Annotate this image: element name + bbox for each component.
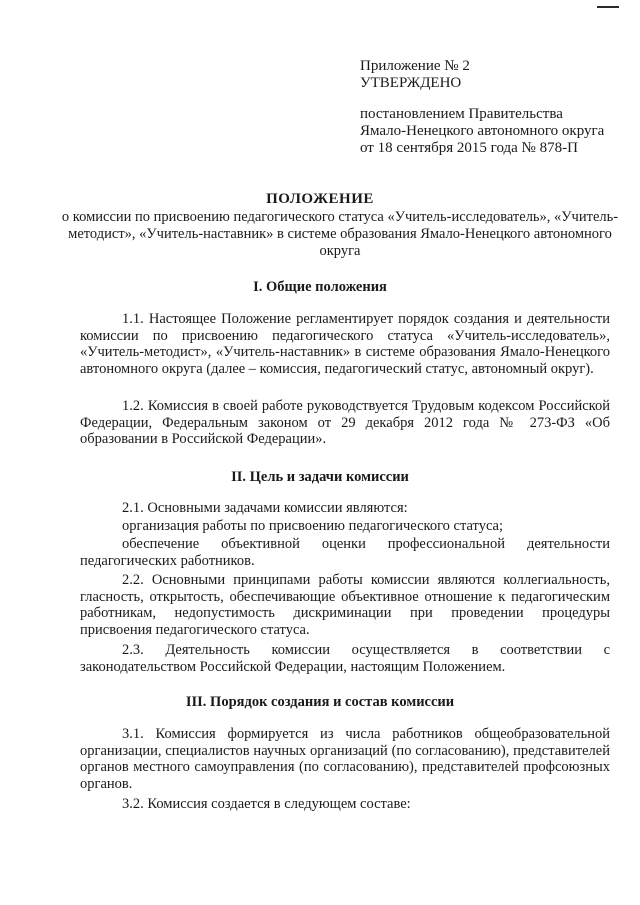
section-3-heading: III. Порядок создания и состав комиссии <box>185 694 455 710</box>
paragraph-3-1: 3.1. Комиссия формируется из числа работников общеобразовательной организации, специалистов научных организаций (по согласованию), представителей органов местного самоуправления (по согласованию), представителей профсоюзных органов. <box>80 726 610 792</box>
document-subtitle: о комиссии по присвоению педагогического статуса «Учитель-исследователь», «Учитель-методист», «Учитель-наставник» в системе образования Ямало-Ненецкого автономного округа <box>61 209 619 259</box>
paragraph-1-1: 1.1. Настоящее Положение регламентирует порядок создания и деятельности комиссии по присвоению педагогического статуса «Учитель-исследователь», «Учитель-методист», «Учитель-наставник» в системе образования Ямало-Ненецкого автономного округа (далее – комиссия, педагогический статус, автономный округ). <box>80 311 610 377</box>
approval-block <box>360 58 620 157</box>
section-1-heading: I. Общие положения <box>253 279 387 295</box>
approval-line-resolution: постановлением Правительства <box>360 106 563 122</box>
paragraph-3-2: 3.2. Комиссия создается в следующем составе: <box>122 796 411 812</box>
approval-line-region: Ямало-Ненецкого автономного округа <box>360 123 605 139</box>
paragraph-2-1-item-2: обеспечение объективной оценки профессиональной деятельности педагогических работников. <box>80 536 610 569</box>
approval-line-date: от 18 сентября 2015 года № 878-П <box>360 140 578 156</box>
appendix-number: Приложение № 2 <box>360 58 470 74</box>
paragraph-2-3: 2.3. Деятельность комиссии осуществляется в соответствии с законодательством Российской Федерации, настоящим Положением. <box>80 642 610 675</box>
approved-label: УТВЕРЖДЕНО <box>360 75 462 91</box>
section-2-heading: II. Цель и задачи комиссии <box>231 469 409 485</box>
paragraph-1-2: 1.2. Комиссия в своей работе руководствуется Трудовым кодексом Российской Федерации, Федеральным законом от 29 декабря 2012 года № 273-ФЗ «Об образовании в Российской Федерации». <box>80 398 610 448</box>
scan-mark <box>597 6 619 8</box>
paragraph-2-1-item-1: организация работы по присвоению педагогического статуса; <box>122 518 504 534</box>
paragraph-2-1: 2.1. Основными задачами комиссии являются: <box>122 500 408 516</box>
paragraph-2-2: 2.2. Основными принципами работы комиссии являются коллегиальность, гласность, открытость, обеспечивающие объективное отношение к педагогическим работникам, недопустимость дискриминации при проведении процедуры присвоения педагогического статуса. <box>80 572 610 638</box>
document-title: ПОЛОЖЕНИЕ <box>266 191 374 207</box>
